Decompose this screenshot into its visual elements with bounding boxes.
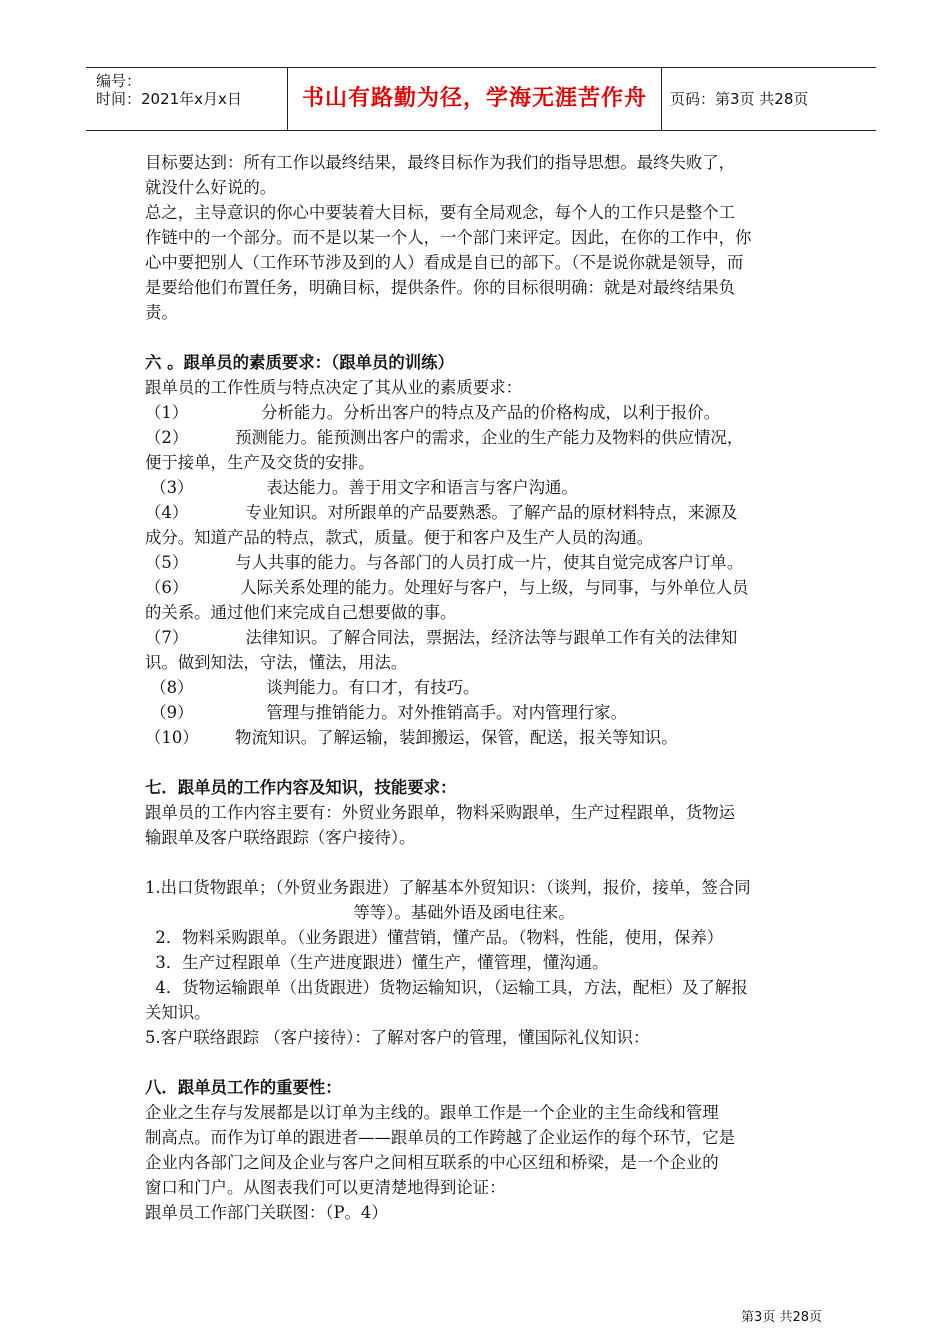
section-6-line: （10） 物流知识。了解运输，装卸搬运，保管，配送，报关等知识。 <box>145 728 678 747</box>
section-6-heading: 六 。跟单员的素质要求：（跟单员的训练） <box>145 353 454 372</box>
section-7-item: 关知识。 <box>145 1003 211 1022</box>
section-8-line: 企业内各部门之间及企业与客户之间相互联系的中心区纽和桥梁，是一个企业的 <box>145 1153 719 1172</box>
section-6-line: （3） 表达能力。善于用文字和语言与客户沟通。 <box>145 478 578 497</box>
body-line: 作链中的一个部分。而不是以某一个人，一个部门来评定。因此，在你的工作中，你 <box>145 228 752 247</box>
body-line: 是要给他们布置任务，明确目标，提供条件。你的目标很明确：就是对最终结果负 <box>145 278 736 297</box>
section-6-line: 便于接单，生产及交货的安排。 <box>145 453 375 472</box>
section-6-line: （8） 谈判能力。有口才，有技巧。 <box>145 678 480 697</box>
section-8-line: 跟单员工作部门关联图：（P。4） <box>145 1203 388 1222</box>
section-8-heading: 八．跟单员工作的重要性： <box>145 1078 342 1097</box>
body-line: 目标要达到：所有工作以最终结果，最终目标作为我们的指导思想。最终失败了， <box>145 153 736 172</box>
section-7-heading: 七．跟单员的工作内容及知识，技能要求： <box>145 778 457 797</box>
section-6-line: （7） 法律知识。了解合同法，票据法，经济法等与跟单工作有关的法律知 <box>145 628 738 647</box>
section-7-item: 等等）。基础外语及函电往来。 <box>145 903 575 922</box>
section-7-line: 跟单员的工作内容主要有：外贸业务跟单，物料采购跟单，生产过程跟单，货物运 <box>145 803 736 822</box>
page-header <box>86 67 876 131</box>
section-6-line: （9） 管理与推销能力。对外推销高手。对内管理行家。 <box>145 703 627 722</box>
section-8-line: 制高点。而作为订单的跟进者——跟单员的工作跨越了企业运作的每个环节，它是 <box>145 1128 736 1147</box>
header-page-info: 页码：第3页 共28页 <box>670 90 809 108</box>
document-date: 时间：2021年x月x日 <box>96 90 242 108</box>
section-8-line: 窗口和门户。从图表我们可以更清楚地得到论证： <box>145 1178 506 1197</box>
section-6-line: （1） 分析能力。分析出客户的特点及产品的价格构成，以利于报价。 <box>145 403 721 422</box>
document-body <box>145 150 835 1225</box>
section-6-line: （2） 预测能力。能预测出客户的需求，企业的生产能力及物料的供应情况， <box>145 428 744 447</box>
section-7-item: 1.出口货物跟单；（外贸业务跟进）了解基本外贸知识：（谈判，报价，接单，签合同 <box>145 878 751 897</box>
section-6-line: 成分。知道产品的特点，款式，质量。便于和客户及生产人员的沟通。 <box>145 528 654 547</box>
section-7-item: 2．物料采购跟单。（业务跟进）懂营销，懂产品。（物料，性能，使用，保养） <box>145 928 724 947</box>
body-line: 责。 <box>145 303 178 322</box>
section-8-line: 企业之生存与发展都是以订单为主线的。跟单工作是一个企业的主生命线和管理 <box>145 1103 719 1122</box>
header-meta-cell <box>86 68 288 130</box>
section-7-item: 3．生产过程跟单（生产进度跟进）懂生产，懂管理，懂沟通。 <box>145 953 609 972</box>
section-6-line: （6） 人际关系处理的能力。处理好与客户，与上级，与同事，与外单位人员 <box>145 578 749 597</box>
section-6-line: （4） 专业知识。对所跟单的产品要熟悉。了解产品的原材料特点，来源及 <box>145 503 738 522</box>
section-7-item: 4．货物运输跟单（出货跟进）货物运输知识，（运输工具，方法，配柜）及了解报 <box>145 978 748 997</box>
body-line: 总之，主导意识的你心中要装着大目标，要有全局观念，每个人的工作只是整个工 <box>145 203 736 222</box>
section-6-line: 跟单员的工作性质与特点决定了其从业的素质要求： <box>145 378 522 397</box>
page-footer-number: 第3页 共28页 <box>741 1310 822 1325</box>
section-7-item: 5.客户联络跟踪 （客户接待）：了解对客户的管理，懂国际礼仪知识： <box>145 1028 650 1047</box>
body-line: 心中要把别人（工作环节涉及到的人）看成是自已的部下。（不是说你就是领导，而 <box>145 253 744 272</box>
section-6-line: （5） 与人共事的能力。与各部门的人员打成一片，使其自觉完成客户订单。 <box>145 553 744 572</box>
section-6-line: 的关系。通过他们来完成自己想要做的事。 <box>145 603 457 622</box>
section-7-line: 输跟单及客户联络跟踪（客户接待）。 <box>145 828 416 847</box>
section-6-line: 识。做到知法，守法，懂法，用法。 <box>145 653 408 672</box>
document-number-label: 编号： <box>96 72 142 90</box>
header-motto: 书山有路勤为径，学海无涯苦作舟 <box>288 68 662 130</box>
body-line: 就没什么好说的。 <box>145 178 277 197</box>
